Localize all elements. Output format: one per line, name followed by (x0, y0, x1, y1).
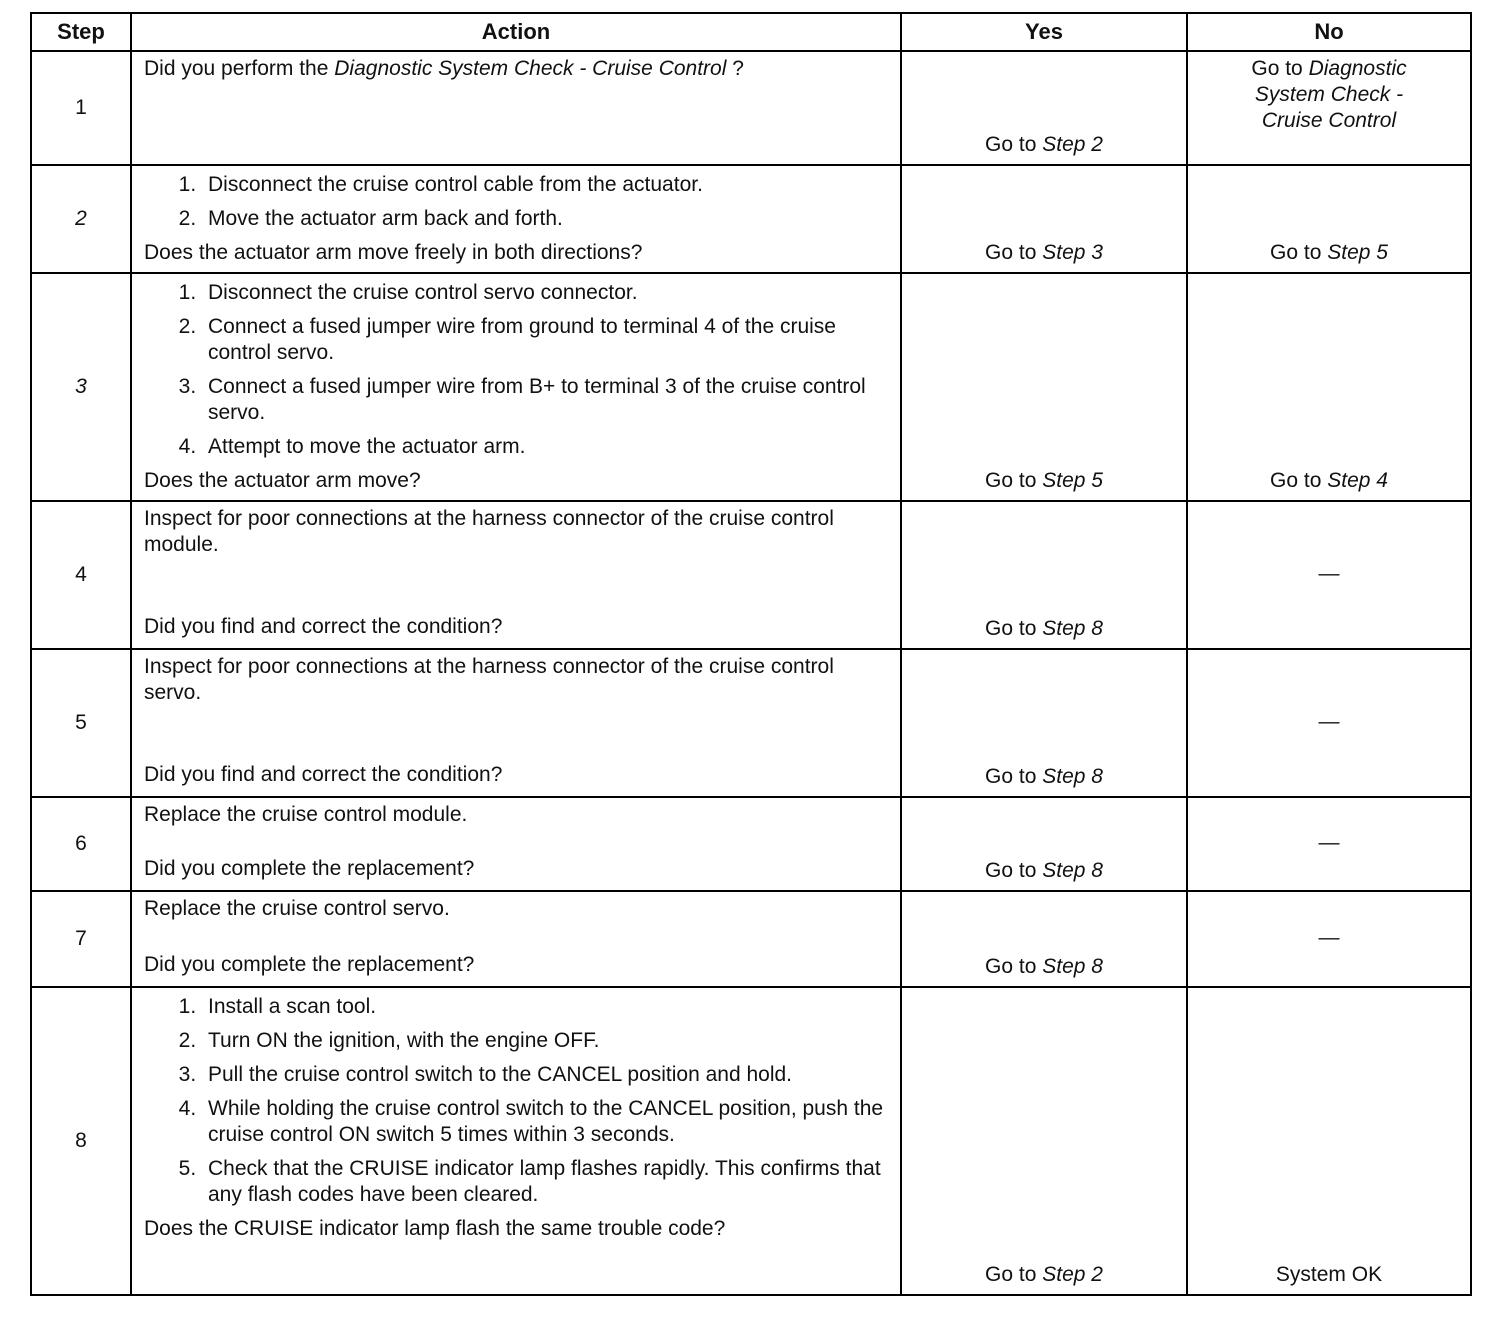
no-cell (1187, 165, 1471, 273)
no-step-link[interactable]: Step 4 (1327, 469, 1388, 492)
no-text: Go to (1270, 469, 1328, 492)
no-dash: — (1318, 831, 1340, 854)
action-step-item: 2. Move the actuator arm back and forth. (202, 206, 888, 232)
action-cell (131, 51, 901, 165)
yes-cell (901, 797, 1187, 891)
diagnostic-table (30, 12, 1472, 1296)
step-label: 3 (75, 375, 87, 398)
action-step-item: 3. Pull the cruise control switch to the CANCEL position and hold. (202, 1062, 888, 1088)
step-label: 4 (75, 563, 87, 586)
table-row (31, 273, 1471, 501)
action-reference: Diagnostic System Check - Cruise Control (334, 57, 727, 80)
action-question: Did you find and correct the condition? (144, 615, 503, 638)
step-label: 5 (75, 711, 87, 734)
action-step-item: 3. Connect a fused jumper wire from B+ to terminal 3 of the cruise control servo. (202, 374, 888, 426)
no-dash: — (1318, 710, 1340, 733)
yes-cell (901, 165, 1187, 273)
action-text: Replace the cruise control module. (144, 803, 468, 826)
action-cell (131, 649, 901, 797)
action-text-part: Did you perform the (144, 57, 335, 80)
yes-text: Go to (985, 241, 1043, 264)
step-number (31, 891, 131, 987)
action-text-part: ? (726, 57, 744, 80)
no-cell (1187, 797, 1471, 891)
action-step-item: 5. Check that the CRUISE indicator lamp flashes rapidly. This confirms that any flash codes have been cleared. (202, 1156, 888, 1208)
action-step-item: 1. Install a scan tool. (202, 994, 888, 1020)
no-step-link[interactable]: Diagnostic (1308, 57, 1407, 80)
no-cell (1187, 649, 1471, 797)
no-cell (1187, 987, 1471, 1295)
table-row (31, 501, 1471, 649)
step-label: 2 (75, 207, 87, 230)
action-cell (131, 891, 901, 987)
action-question: Does the CRUISE indicator lamp flash the same trouble code? (144, 1217, 726, 1240)
no-cell (1187, 273, 1471, 501)
table-row (31, 987, 1471, 1295)
no-dash: — (1318, 562, 1340, 585)
step-number (31, 797, 131, 891)
no-result: System OK (1275, 1263, 1383, 1286)
step-label: 7 (75, 927, 87, 950)
yes-cell (901, 501, 1187, 649)
yes-step-link[interactable]: Step 8 (1042, 765, 1103, 788)
step-number (31, 51, 131, 165)
action-cell (131, 987, 901, 1295)
action-question: Did you complete the replacement? (144, 953, 475, 976)
header-step: Step (31, 13, 131, 51)
yes-step-link[interactable]: Step 3 (1042, 241, 1103, 264)
action-cell (131, 165, 901, 273)
table-row (31, 797, 1471, 891)
header-row (31, 13, 1471, 51)
step-label: 6 (75, 832, 87, 855)
step-label: 8 (75, 1129, 87, 1152)
step-number (31, 649, 131, 797)
yes-step-link[interactable]: Step 8 (1042, 859, 1103, 882)
table-row (31, 891, 1471, 987)
yes-step-link[interactable]: Step 5 (1042, 469, 1103, 492)
yes-step-link[interactable]: Step 8 (1042, 955, 1103, 978)
step-label: 1 (75, 96, 87, 119)
action-text: Inspect for poor connections at the harness connector of the cruise control module. (144, 507, 834, 556)
header-no: No (1187, 13, 1471, 51)
no-step-link[interactable]: System Check - (1254, 83, 1404, 106)
action-step-item: 1. Disconnect the cruise control servo connector. (202, 280, 888, 306)
yes-step-link[interactable]: Step 2 (1042, 1263, 1103, 1286)
table-row (31, 649, 1471, 797)
action-step-item: 2. Turn ON the ignition, with the engine OFF. (202, 1028, 888, 1054)
yes-cell (901, 987, 1187, 1295)
yes-text: Go to (985, 1263, 1043, 1286)
action-question: Does the actuator arm move freely in both directions? (144, 241, 643, 264)
action-cell (131, 273, 901, 501)
header-yes: Yes (901, 13, 1187, 51)
yes-cell (901, 273, 1187, 501)
yes-text: Go to (985, 859, 1043, 882)
table-row (31, 165, 1471, 273)
action-text (144, 56, 888, 82)
yes-step-link[interactable]: Step 2 (1042, 133, 1103, 156)
no-step-link[interactable]: Step 5 (1327, 241, 1388, 264)
action-step-item: 2. Connect a fused jumper wire from ground to terminal 4 of the cruise control servo. (202, 314, 888, 366)
yes-text: Go to (985, 617, 1043, 640)
action-steps-list (144, 172, 888, 232)
no-cell (1187, 501, 1471, 649)
action-text: Replace the cruise control servo. (144, 897, 450, 920)
step-number (31, 501, 131, 649)
yes-text: Go to (985, 765, 1043, 788)
step-number (31, 987, 131, 1295)
yes-text: Go to (985, 133, 1043, 156)
action-question: Does the actuator arm move? (144, 469, 421, 492)
no-text: Go to (1251, 57, 1309, 80)
action-question: Did you complete the replacement? (144, 857, 475, 880)
table-row (31, 51, 1471, 165)
yes-text: Go to (985, 955, 1043, 978)
yes-text: Go to (985, 469, 1043, 492)
yes-cell (901, 891, 1187, 987)
action-step-item: 4. Attempt to move the actuator arm. (202, 434, 888, 460)
no-cell (1187, 891, 1471, 987)
action-step-item: 4. While holding the cruise control switch to the CANCEL position, push the cruise control ON switch 5 times within 3 seconds. (202, 1096, 888, 1148)
action-cell (131, 501, 901, 649)
yes-step-link[interactable]: Step 8 (1042, 617, 1103, 640)
no-dash: — (1318, 926, 1340, 949)
yes-cell (901, 649, 1187, 797)
no-cell (1187, 51, 1471, 165)
action-question: Did you find and correct the condition? (144, 763, 503, 786)
action-steps-list (144, 994, 888, 1208)
yes-cell (901, 51, 1187, 165)
action-cell (131, 797, 901, 891)
action-steps-list (144, 280, 888, 460)
step-number (31, 273, 131, 501)
step-number (31, 165, 131, 273)
no-text: Go to (1270, 241, 1328, 264)
no-step-link[interactable]: Cruise Control (1261, 109, 1397, 132)
header-action: Action (131, 13, 901, 51)
action-step-item: 1. Disconnect the cruise control cable from the actuator. (202, 172, 888, 198)
action-text: Inspect for poor connections at the harness connector of the cruise control servo. (144, 655, 834, 704)
